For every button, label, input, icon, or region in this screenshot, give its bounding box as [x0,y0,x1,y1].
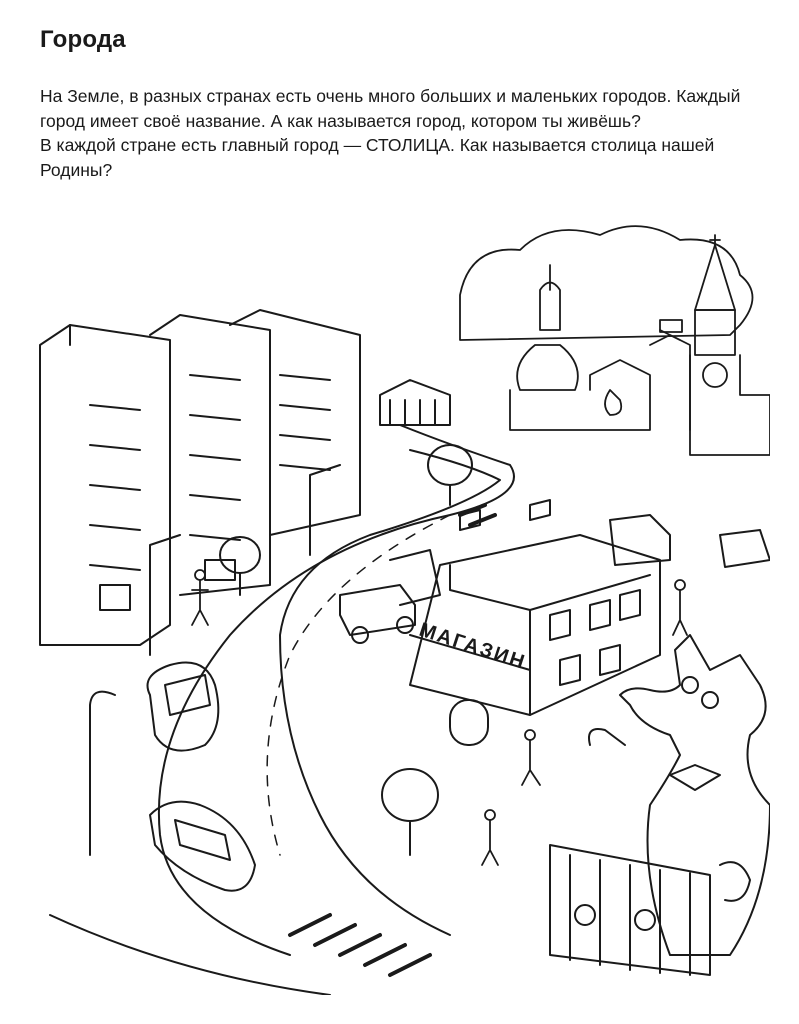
kremlin [510,235,770,455]
shop-building [410,500,660,745]
car-1 [148,663,219,751]
intro-paragraph: На Земле, в разных странах есть очень много больших и маленьких городов. Каждый город имеет своё название. А как называется город, котором ты живёшь? [40,86,741,131]
car-2 [150,802,255,891]
cloud [460,226,753,340]
road [50,425,514,995]
city-illustration [30,215,770,995]
body-text [40,84,760,182]
shop-sign: МАГАЗИН [416,618,529,675]
page-title: Города [40,26,126,53]
trees [220,445,472,855]
street-lamps [90,465,340,855]
pedestrians [192,570,687,865]
theatre-building [380,380,450,425]
capital-question-paragraph: В каждой стране есть главный город — СТОЛИЦА. Как называется столица нашей Родины? [40,135,715,180]
fox-character [589,635,770,955]
crosswalk [290,505,495,975]
parked-cars [610,515,770,567]
